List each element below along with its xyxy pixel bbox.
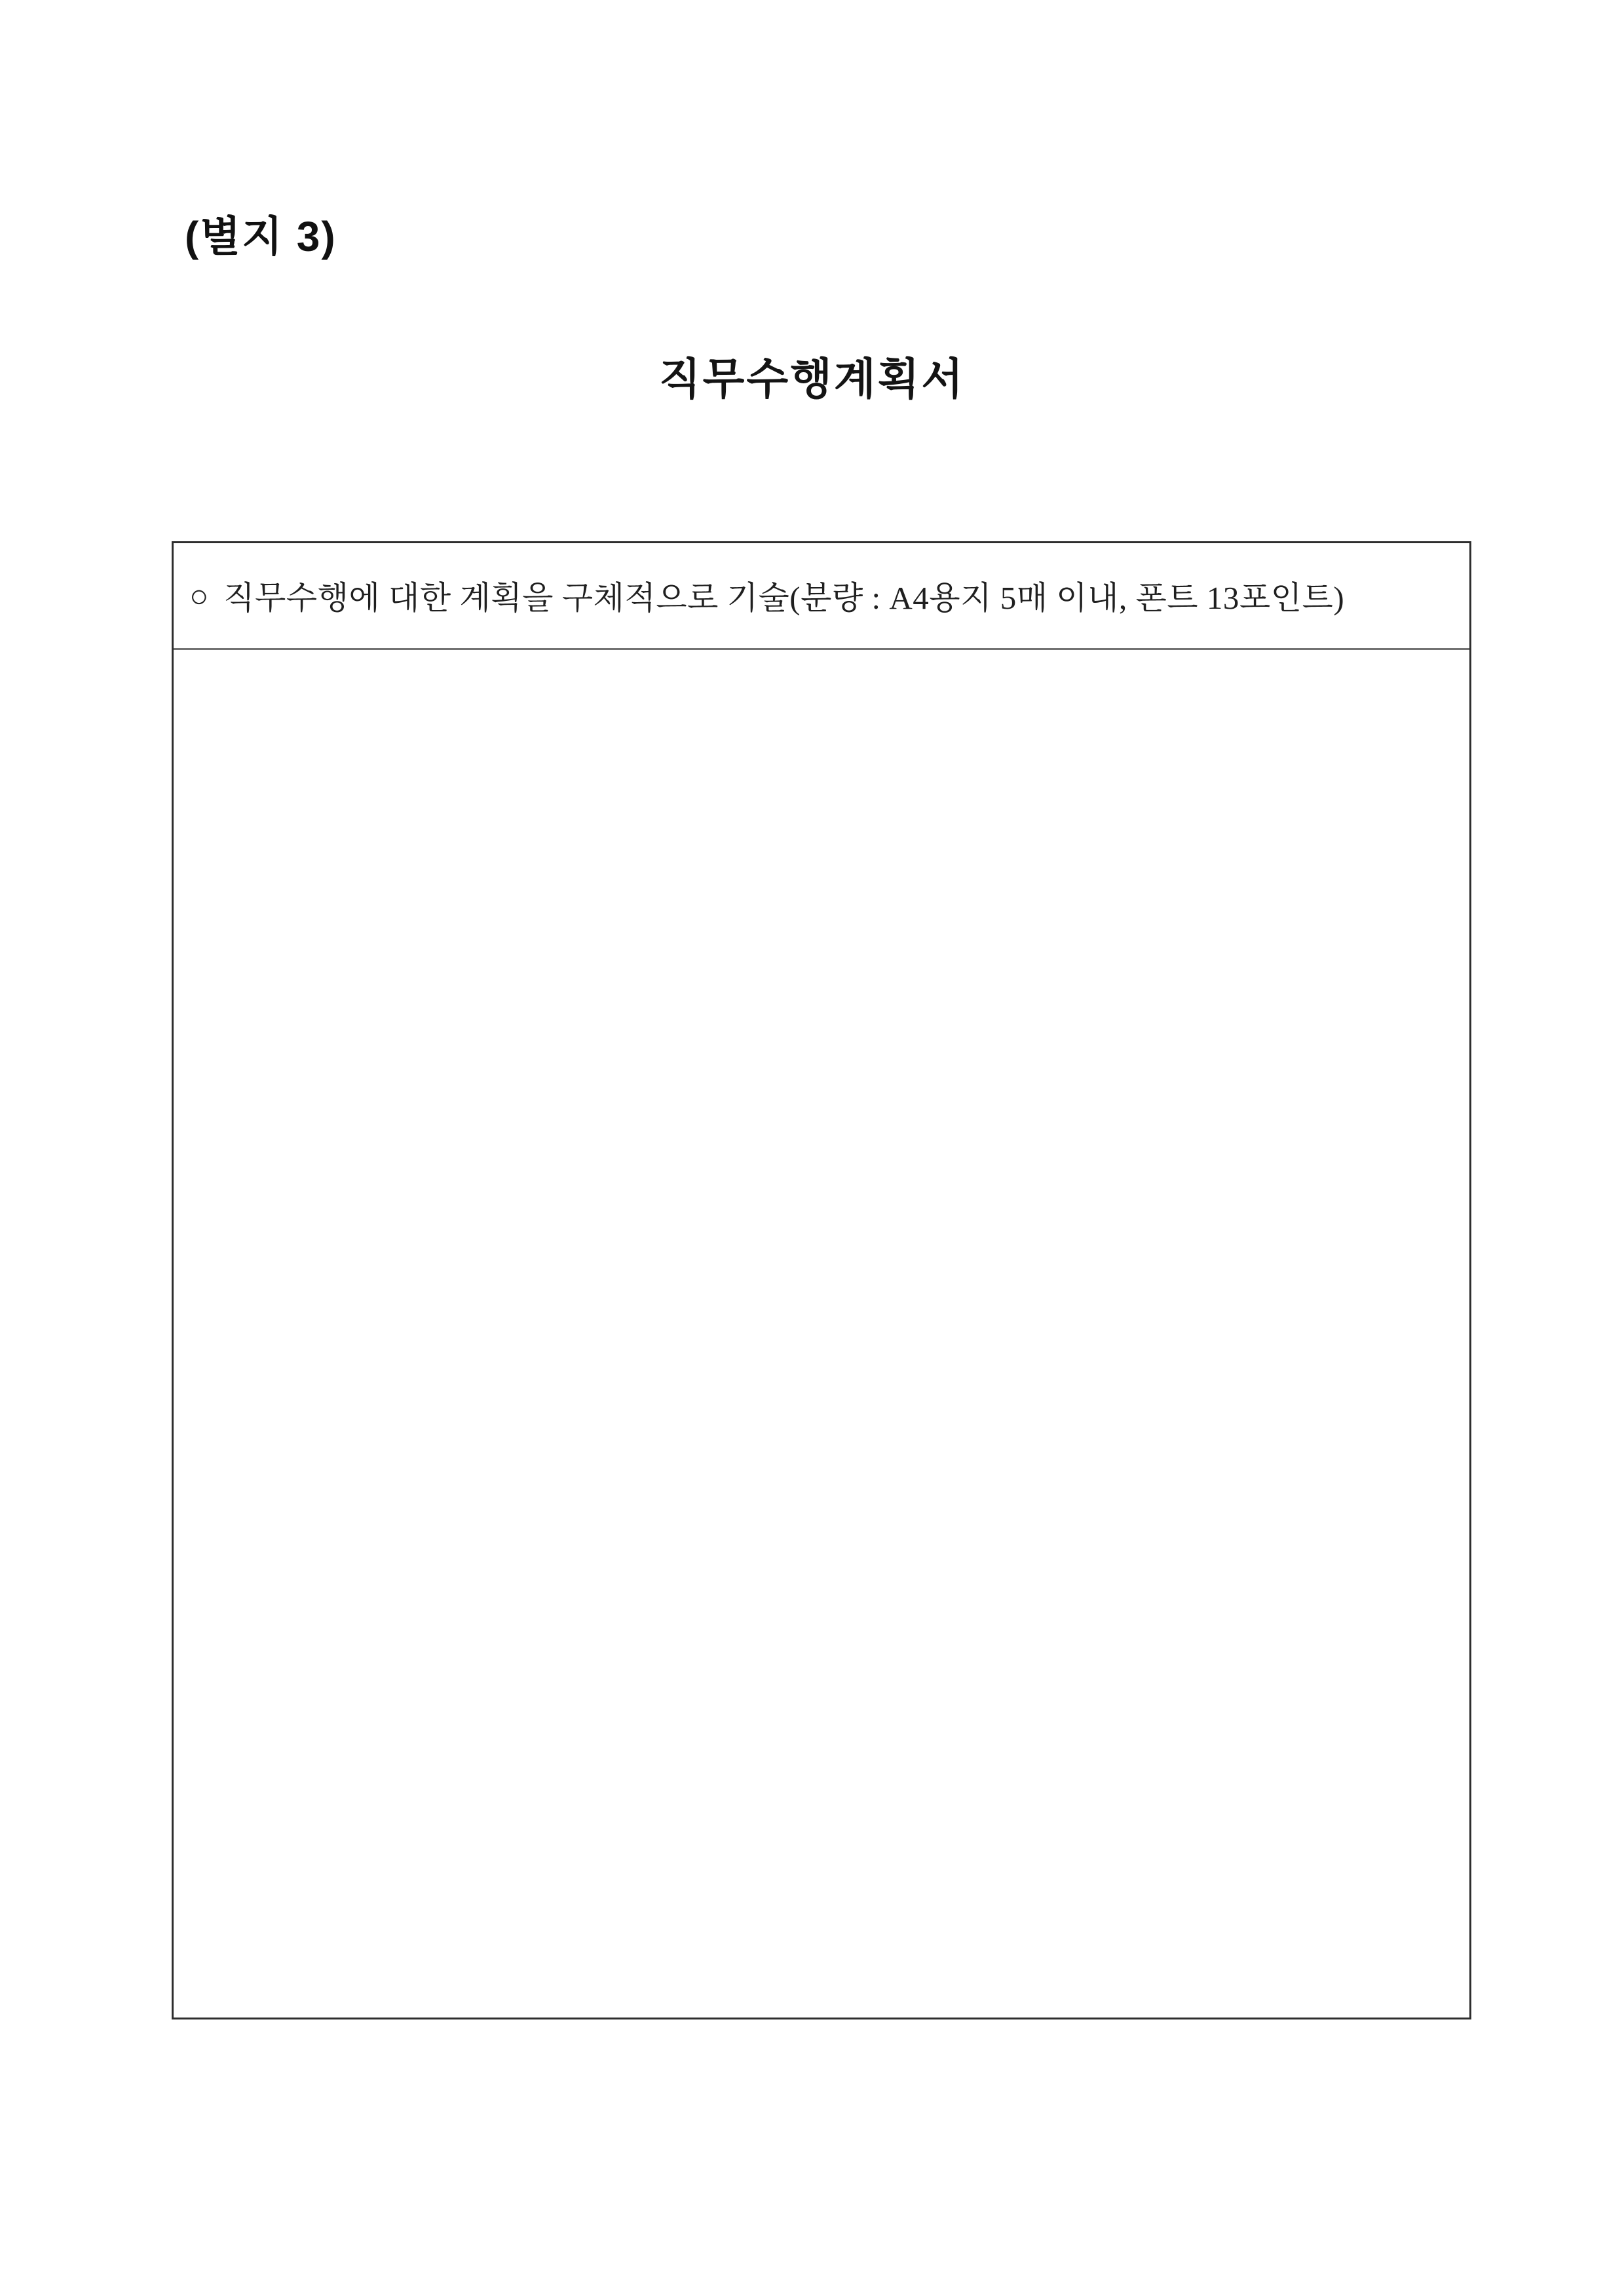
annex-label: (별지 3) (185, 213, 337, 260)
plan-content-area (174, 650, 1469, 2018)
page-title: 직무수행계획서 (658, 356, 966, 404)
circle-bullet-icon: ○ (189, 577, 210, 614)
instruction-text: 직무수행에 대한 계획을 구체적으로 기술(분량 : A4용지 5매 이내, 폰트 13포인트) (223, 580, 1345, 616)
instruction-row (174, 543, 1469, 650)
plan-form-box (172, 541, 1471, 2019)
